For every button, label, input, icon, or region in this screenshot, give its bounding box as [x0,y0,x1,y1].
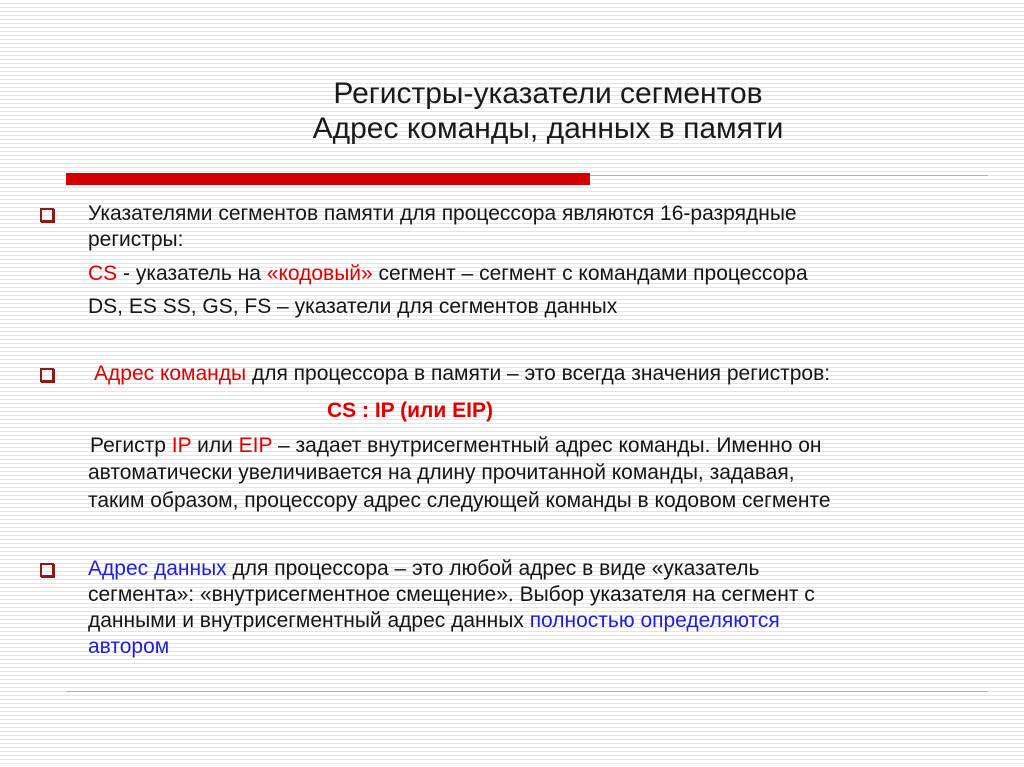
bullet-3-line3-text: данными и внутрисегментный адрес данных [88,609,530,632]
bullet-3-text1: для процессора – это любой адрес в виде «указатель [226,557,760,580]
cs-text1: - указатель на [117,262,267,285]
fully-determined-term: полностью определяются [529,609,780,632]
bullet-1-line2: регистры: [88,228,184,251]
bullet-2-text: для процессора в памяти – это всегда значения регистров: [246,362,831,385]
bullet-1-line1: Указателями сегментов памяти для процессора являются 16-разрядные [88,202,797,225]
footer-rule [66,691,988,692]
bullet-3-line4: автором [88,635,170,658]
bullet-2-line3: автоматически увеличивается на длину прочитанной команды, задавая, [88,461,795,484]
slide-title-line1: Регистры-указатели сегментов [333,77,763,110]
register-mid: или [191,434,239,457]
bullet-3-line1 [88,556,759,582]
bullet-2-icon [40,368,54,382]
register-prefix: Регистр [90,434,172,457]
eip-term: EIP [238,434,273,457]
slide-title-line2: Адрес команды, данных в памяти [312,112,784,145]
title-underline-red-bar [66,173,590,185]
bullet-1-icon [40,208,54,222]
bullet-1-ds-line: DS, ES SS, GS, FS – указатели для сегментов данных [88,295,618,318]
cs-term: CS [88,262,118,285]
bullet-2-line4: таким образом, процессору адрес следующей команды в кодовом сегменте [88,489,831,512]
bullet-3-line3 [88,608,780,634]
ip-term: IP [171,434,192,457]
address-data-term: Адрес данных [88,557,227,580]
cs-code-term: «кодовый» [266,262,373,285]
register-text: – задает внутрисегментный адрес команды. Именно он [272,434,822,457]
bullet-1-cs-line [88,261,808,287]
bullet-3-icon [40,563,54,577]
cs-ip-formula: CS : IP (или EIP) [327,399,493,422]
bullet-2-line1 [94,361,830,387]
bullet-2-register-line [90,433,822,459]
bullet-3-line2: сегмента»: «внутрисегментное смещение». Выбор указателя на сегмент с [88,583,815,606]
cs-text2: сегмент – сегмент с командами процессора [372,262,808,285]
address-command-term: Адрес команды [94,362,247,385]
